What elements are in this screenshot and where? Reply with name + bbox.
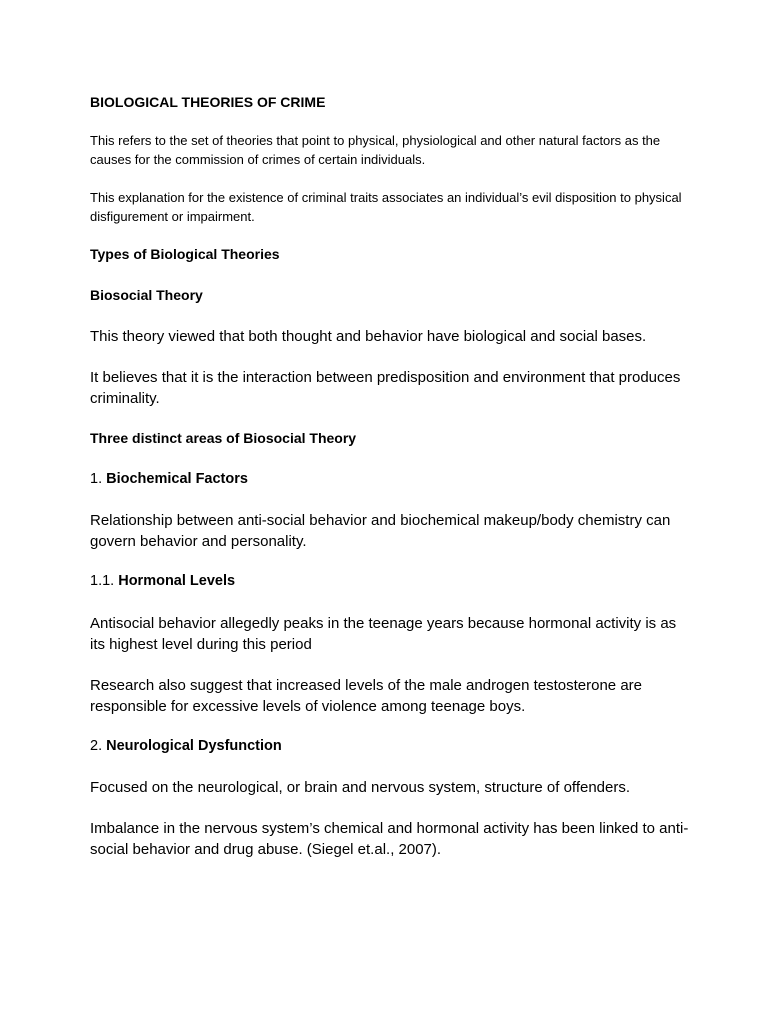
- section-2-paragraph-2: Imbalance in the nervous system’s chemical and hormonal activity has been linked to anti-social behavior and drug abuse. (Siegel et.al., 2007).: [90, 820, 689, 858]
- document-title: BIOLOGICAL THEORIES OF CRIME: [90, 94, 326, 110]
- section-1-paragraph: Relationship between anti-social behavior and biochemical makeup/body chemistry can govern behavior and personality.: [90, 512, 671, 550]
- section-1-1-number: 1.1.: [90, 573, 115, 589]
- types-heading: Types of Biological Theories: [90, 246, 280, 262]
- biosocial-heading: Biosocial Theory: [90, 287, 203, 303]
- section-1-1-label: Hormonal Levels: [118, 573, 236, 589]
- biosocial-paragraph-1: This theory viewed that both thought and behavior have biological and social bases.: [90, 328, 647, 345]
- three-areas-heading: Three distinct areas of Biosocial Theory: [90, 430, 357, 446]
- section-2-label: Neurological Dysfunction: [106, 738, 282, 754]
- section-2-number: 2.: [90, 738, 103, 754]
- section-1-heading: [90, 470, 690, 488]
- section-1-1-heading: [90, 572, 690, 590]
- section-1-1-paragraph-1: Antisocial behavior allegedly peaks in the teenage years because hormonal activity is as its highest level during this period: [90, 615, 677, 653]
- section-2-heading: [90, 737, 690, 755]
- section-1-1-paragraph-2: Research also suggest that increased levels of the male androgen testosterone are responsible for excessive levels of violence among teenage boys.: [90, 677, 642, 715]
- section-1-number: 1.: [90, 471, 103, 487]
- section-2-paragraph-1: Focused on the neurological, or brain and nervous system, structure of offenders.: [90, 779, 631, 796]
- biosocial-paragraph-2: It believes that it is the interaction between predisposition and environment that produces criminality.: [90, 369, 681, 407]
- section-1-label: Biochemical Factors: [106, 471, 248, 487]
- intro-paragraph-1: This refers to the set of theories that point to physical, physiological and other natural factors as the causes for the commission of crimes of certain individuals.: [90, 133, 661, 167]
- intro-paragraph-2: This explanation for the existence of criminal traits associates an individual’s evil disposition to physical disfigurement or impairment.: [90, 190, 682, 224]
